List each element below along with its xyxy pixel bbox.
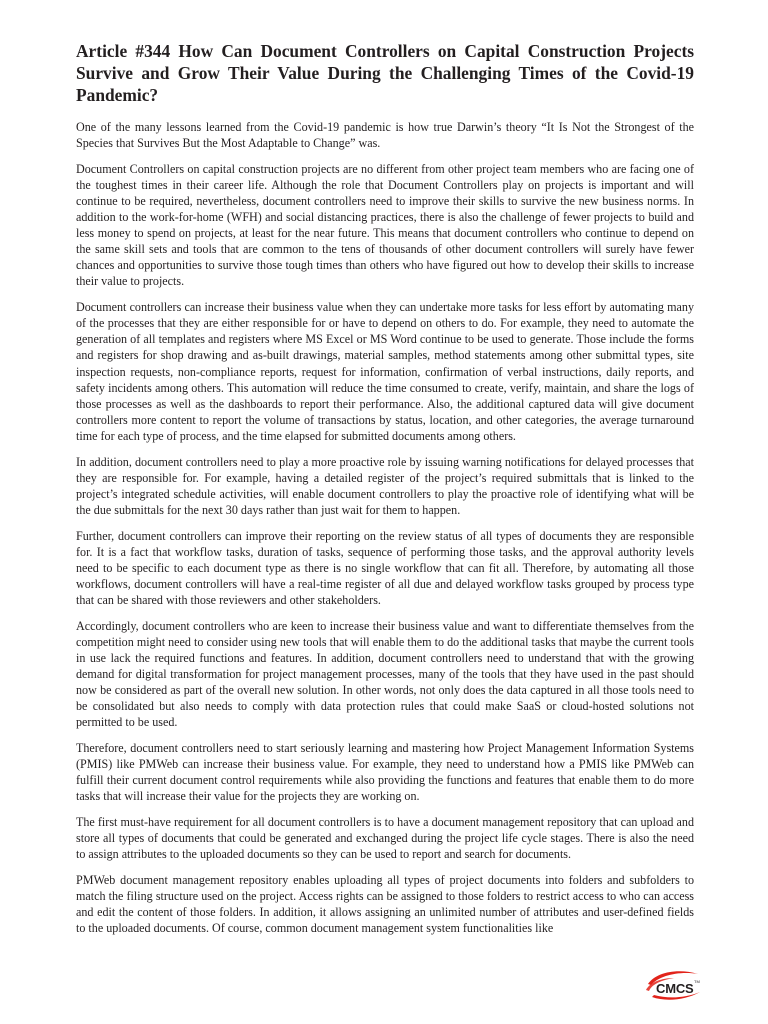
paragraph-3: Document controllers can increase their business value when they can undertake more tasks for less effort by automating many of the processes that they are either responsible for or have to depend on others to do. For example, they need to automate the generation of all templates and registers where MS Excel or MS Word continue to be used to generate. Those include the forms and registers for shop drawing and as-built drawings, material samples, method statements among other submittal types, site inspection requests, non-compliance reports, request for information, confirmation of verbal instructions, daily reports, and safety incidents among others. This automation will reduce the time consumed to create, verify, maintain, and share the logs of those processes as well as the dashboards to report their performance. Also, the additional captured data will give document controllers more content to report the volume of transactions by status, location, and other categories, the average turnaround time for each type of process, and the time elapsed for submitted documents among others. bbox=[76, 300, 694, 443]
paragraph-7: Therefore, document controllers need to start seriously learning and mastering how Project Management Information Systems (PMIS) like PMWeb can increase their business value. For example, they need to understand how a PMIS like PMWeb can fulfill their current document control requirements while also providing the functions and features that enable them to do more tasks that will increase their value for the projects they are working on. bbox=[76, 740, 694, 804]
cmcs-logo bbox=[642, 966, 704, 1004]
paragraph-2: Document Controllers on capital construction projects are no different from other project team members who are facing one of the toughest times in their career life. Although the role that Document Controllers play on projects is important and will continue to be required, nevertheless, document controllers need to improve their skills to survive the new business norms. In addition to the work-for-home (WFH) and social distancing practices, there is also the challenge of fewer projects to build and less money to spend on projects, at least for the near future. This means that document controllers who continue to depend on the same skill sets and tools that are common to the tens of thousands of other document controllers will surely have fewer chances and opportunities to survive those tough times than others who have figured out how to develop their skills to increase their value to projects. bbox=[76, 161, 694, 289]
paragraph-4: In addition, document controllers need to play a more proactive role by issuing warning notifications for delayed processes that they are responsible for. For example, having a detailed register of the project’s required submittals that is linked to the project’s integrated schedule activities, will enable document controllers to play the proactive role of identifying what will be the due submittals for the next 30 days rather than just wait for them to happen. bbox=[76, 454, 694, 517]
paragraph-5: Further, document controllers can improve their reporting on the review status of all types of documents they are responsible for. It is a fact that workflow tasks, duration of tasks, sequence of performing those tasks, and the approval authority levels need to be specific to each document type as there is no single workflow that can fit all. Therefore, by automating all those workflows, document controllers will have a real-time register of all due and delayed workflow tasks grouped by process type that can be shared with those reviewers and other stakeholders. bbox=[76, 528, 694, 607]
logo-text: CMCS bbox=[656, 981, 694, 996]
paragraph-9: PMWeb document management repository enables uploading all types of project documents into folders and subfolders to match the filing structure used on the project. Access rights can be assigned to those folders to restrict access to who can access and edit the content of those folders. In addition, it allows assigning an unlimited number of attributes and user-defined fields to the uploaded documents. Of course, common document management system functionalities like bbox=[76, 872, 694, 935]
logo-trademark: TM bbox=[694, 979, 700, 984]
paragraph-1: One of the many lessons learned from the Covid-19 pandemic is how true Darwin’s theory “It Is Not the Strongest of the Species that Survives But the Most Adaptable to Change” was. bbox=[76, 120, 694, 151]
document-page bbox=[76, 40, 694, 946]
paragraph-8: The first must-have requirement for all document controllers is to have a document management repository that can upload and store all types of documents that could be generated and exchanged during the project life cycle stages. There is also the need to assign attributes to the uploaded documents so they can be used to report and search for documents. bbox=[76, 814, 694, 861]
paragraph-6: Accordingly, document controllers who are keen to increase their business value and want to differentiate themselves from the competition might need to consider using new tools that will enable them to do the additional tasks that maybe the current tools in use lack the required functions and features. In addition, document controllers need to understand that with the growing demand for digital transformation for project management processes, many of the tools that they have used in the past should now be considered as part of the overall new solution. In other words, not only does the data captured in all those tools need to be consolidated but also needs to comply with data protection rules that could make SaaS or cloud-hosted solutions not permitted to be used. bbox=[76, 618, 694, 730]
article-title: Article #344 How Can Document Controllers on Capital Construction Projects Survive and Grow Their Value During the Challenging Times of the Covid-19 Pandemic? bbox=[76, 41, 694, 105]
